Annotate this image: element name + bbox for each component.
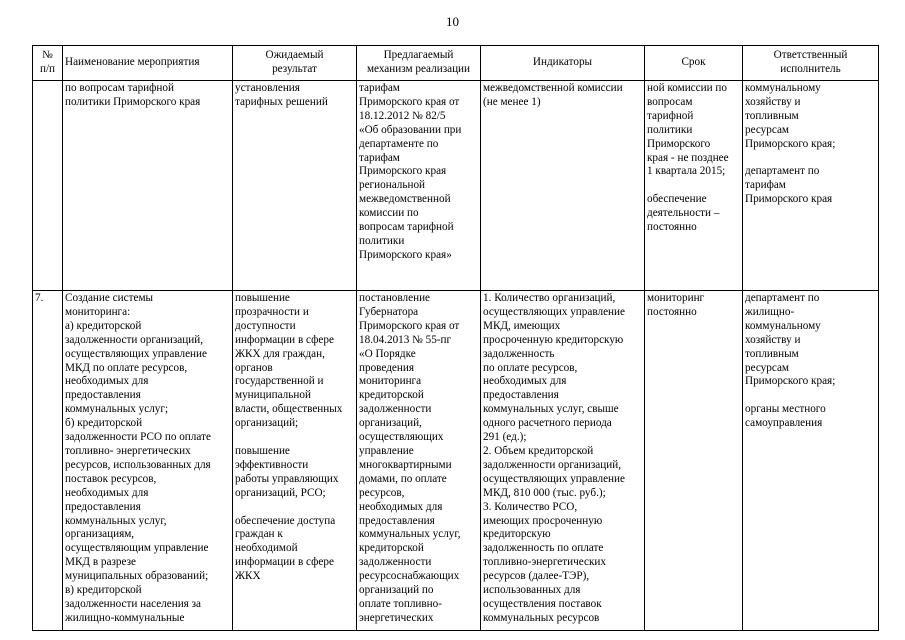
row-mechanism: постановление Губернатора Приморского края от 18.04.2013 № 55-пг «О Порядке проведения мониторинга кредиторской задолженности организаций, осуществляющих управление многоквартирными домами, по оплате ресурсов, необходимых для предоставления коммунальных услуг, кредиторской задолженности ресурсоснабжающих организаций по оплате топливно- энергетических <box>357 291 481 631</box>
row-num: 7. <box>33 291 63 631</box>
row-executor: коммунальному хозяйству и топливным ресурсам Приморского края; департамент по тарифам Приморского края <box>743 81 879 291</box>
header-num: № п/п <box>33 46 63 81</box>
table-header-row <box>33 46 879 81</box>
header-executor: Ответственный исполнитель <box>743 46 879 81</box>
row-name: Создание системы мониторинга: а) кредиторской задолженности организаций, осуществляющих управление МКД по оплате ресурсов, необходимых для предоставления коммунальных услуг; б) кредиторской задолженности РСО по оплате топливно- энергетических ресурсов, использованных для поставок ресурсов, необходимых для предоставления коммунальных услуг, организациям, осуществляющим управление МКД в разрезе муниципальных образований; в) кредиторской задолженности населения за жилищно-коммунальные <box>63 291 233 631</box>
row-term: мониторинг постоянно <box>645 291 743 631</box>
row-name: по вопросам тарифной политики Приморского края <box>63 81 233 291</box>
row-mechanism: тарифам Приморского края от 18.12.2012 № 82/5 «Об образовании при департаменте по тарифам Приморского края региональной межведомственной комиссии по вопросам тарифной политики Приморского края» <box>357 81 481 291</box>
activities-table <box>32 45 879 631</box>
row-indicators: 1. Количество организаций, осуществляющих управление МКД, имеющих просроченную кредиторскую задолженность по оплате ресурсов, необходимых для предоставления коммунальных услуг, свыше одного расчетного периода 291 (ед.); 2. Объем кредиторской задолженности организаций, осуществляющих управление МКД, 810 000 (тыс. руб.); 3. Количество РСО, имеющих просроченную кредиторскую задолженность по оплате топливно-энергетических ресурсов (далее-ТЭР), использованных для осуществления поставок коммунальных ресурсов <box>481 291 645 631</box>
header-term: Срок <box>645 46 743 81</box>
table-row <box>33 291 879 631</box>
header-mechanism: Предлагаемый механизм реализации <box>357 46 481 81</box>
header-indicators: Индикаторы <box>481 46 645 81</box>
row-indicators: межведомственной комиссии (не менее 1) <box>481 81 645 291</box>
page-number: 10 <box>446 14 459 29</box>
row-num <box>33 81 63 291</box>
header-name: Наименование мероприятия <box>63 46 233 81</box>
row-term: ной комиссии по вопросам тарифной политики Приморского края - не позднее 1 квартала 2015; обеспечение деятельности – постоянно <box>645 81 743 291</box>
row-result: установления тарифных решений <box>233 81 357 291</box>
table-row <box>33 81 879 291</box>
row-result: повышение прозрачности и доступности информации в сфере ЖКХ для граждан, органов государственной и муниципальной власти, общественных организаций; повышение эффективности работы управляющих организаций, РСО; обеспечение доступа граждан к необходимой информации в сфере ЖКХ <box>233 291 357 631</box>
row-executor: департамент по жилищно- коммунальному хозяйству и топливным ресурсам Приморского края; органы местного самоуправления <box>743 291 879 631</box>
header-result: Ожидаемый результат <box>233 46 357 81</box>
